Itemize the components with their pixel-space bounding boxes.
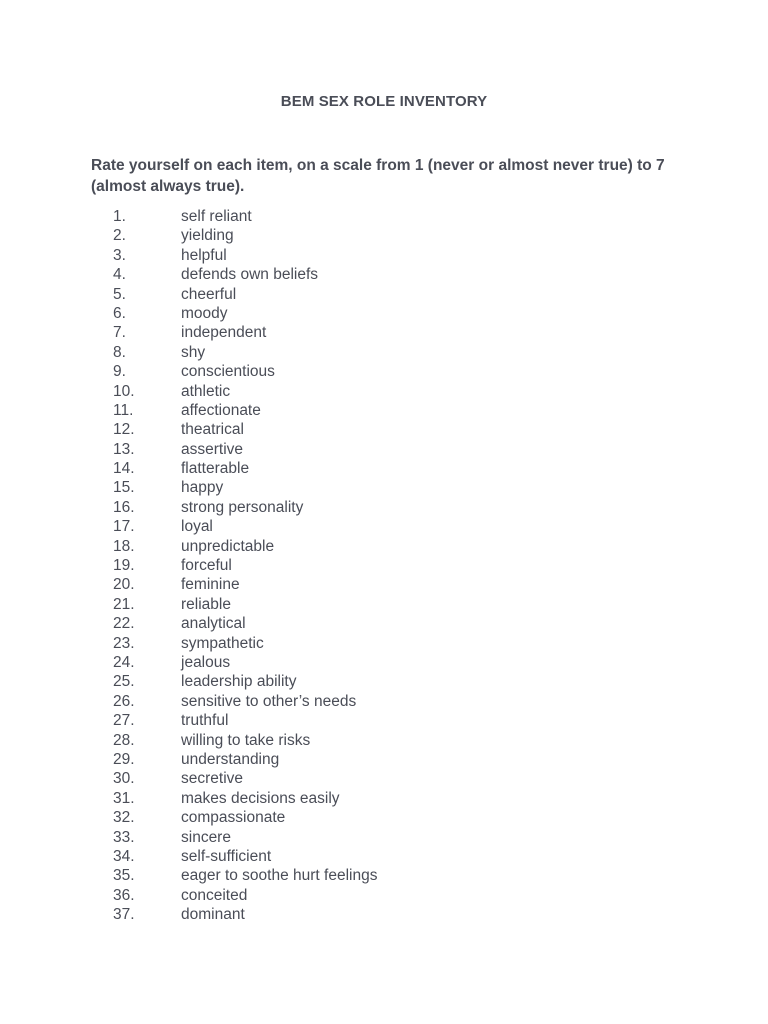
item-text: feminine bbox=[181, 576, 240, 594]
list-item bbox=[0, 478, 768, 497]
item-text: affectionate bbox=[181, 401, 261, 419]
item-text: loyal bbox=[181, 518, 213, 536]
item-text: assertive bbox=[181, 440, 244, 458]
list-item bbox=[0, 265, 768, 284]
item-number: 19. bbox=[113, 557, 135, 575]
item-text: compassionate bbox=[181, 809, 286, 827]
list-item bbox=[0, 634, 768, 653]
item-text: analytical bbox=[181, 615, 246, 633]
item-text: eager to soothe hurt feelings bbox=[181, 867, 378, 885]
item-text: happy bbox=[181, 479, 224, 497]
list-item bbox=[0, 711, 768, 730]
item-number: 25. bbox=[113, 673, 135, 691]
item-number: 26. bbox=[113, 692, 135, 710]
item-text: secretive bbox=[181, 770, 244, 788]
item-text: sensitive to other’s needs bbox=[181, 692, 357, 710]
item-number: 16. bbox=[113, 498, 135, 516]
list-item bbox=[0, 595, 768, 614]
list-item bbox=[0, 226, 768, 245]
list-item bbox=[0, 207, 768, 226]
item-number: 3. bbox=[113, 246, 126, 264]
item-number: 29. bbox=[113, 750, 135, 768]
item-text: theatrical bbox=[181, 421, 244, 439]
item-number: 36. bbox=[113, 886, 135, 904]
item-number: 1. bbox=[113, 208, 126, 225]
item-text: dominant bbox=[181, 906, 245, 924]
item-text: moody bbox=[181, 304, 228, 322]
list-item bbox=[0, 905, 768, 924]
item-number: 24. bbox=[113, 653, 135, 671]
item-number: 18. bbox=[113, 537, 135, 555]
item-number: 12. bbox=[113, 421, 135, 439]
list-item bbox=[0, 750, 768, 769]
item-text: defends own beliefs bbox=[181, 266, 319, 284]
item-text: unpredictable bbox=[181, 537, 275, 555]
list-item bbox=[0, 808, 768, 827]
item-text: sincere bbox=[181, 828, 231, 846]
item-text: reliable bbox=[181, 595, 231, 613]
item-text: willing to take risks bbox=[181, 731, 311, 749]
item-number: 34. bbox=[113, 847, 135, 865]
item-number: 33. bbox=[113, 828, 135, 846]
list-item bbox=[0, 246, 768, 265]
item-text: helpful bbox=[181, 246, 227, 264]
list-item bbox=[0, 537, 768, 556]
list-item bbox=[0, 789, 768, 808]
inventory-item-list bbox=[0, 207, 768, 924]
list-item bbox=[0, 401, 768, 420]
item-number: 7. bbox=[113, 324, 126, 342]
item-number: 13. bbox=[113, 440, 135, 458]
item-text: shy bbox=[181, 343, 206, 361]
list-item bbox=[0, 343, 768, 362]
item-number: 27. bbox=[113, 712, 135, 730]
list-item bbox=[0, 575, 768, 594]
item-text: truthful bbox=[181, 712, 229, 730]
item-text: strong personality bbox=[181, 498, 304, 516]
item-number: 4. bbox=[113, 266, 126, 284]
item-number: 9. bbox=[113, 363, 126, 381]
document-title: BEM SEX ROLE INVENTORY bbox=[280, 93, 488, 110]
list-item bbox=[0, 731, 768, 750]
item-number: 2. bbox=[113, 227, 126, 245]
list-item bbox=[0, 828, 768, 847]
list-item bbox=[0, 440, 768, 459]
instructions-text: Rate yourself on each item, on a scale from 1 (never or almost never true) to 7 (almost always true). bbox=[91, 157, 665, 195]
item-text: forceful bbox=[181, 557, 232, 575]
list-item bbox=[0, 769, 768, 788]
item-text: understanding bbox=[181, 750, 280, 768]
list-item bbox=[0, 866, 768, 885]
list-item bbox=[0, 382, 768, 401]
item-text: conceited bbox=[181, 886, 248, 904]
item-text: self-sufficient bbox=[181, 847, 272, 865]
item-text: leadership ability bbox=[181, 673, 297, 691]
list-item bbox=[0, 420, 768, 439]
item-number: 31. bbox=[113, 789, 135, 807]
item-text: conscientious bbox=[181, 363, 275, 381]
item-text: yielding bbox=[181, 227, 234, 245]
item-number: 37. bbox=[113, 906, 135, 924]
item-number: 14. bbox=[113, 460, 135, 478]
item-number: 23. bbox=[113, 634, 135, 652]
item-number: 20. bbox=[113, 576, 135, 594]
list-item bbox=[0, 459, 768, 478]
item-text: independent bbox=[181, 324, 267, 342]
item-text: self reliant bbox=[181, 208, 252, 225]
list-item bbox=[0, 285, 768, 304]
item-number: 8. bbox=[113, 343, 126, 361]
list-item bbox=[0, 323, 768, 342]
list-item bbox=[0, 304, 768, 323]
list-item bbox=[0, 614, 768, 633]
item-number: 11. bbox=[113, 401, 134, 419]
list-item bbox=[0, 498, 768, 517]
list-item bbox=[0, 692, 768, 711]
item-number: 21. bbox=[113, 595, 135, 613]
list-item bbox=[0, 886, 768, 905]
list-item bbox=[0, 672, 768, 691]
item-text: cheerful bbox=[181, 285, 237, 303]
item-number: 15. bbox=[113, 479, 135, 497]
item-number: 28. bbox=[113, 731, 135, 749]
item-number: 5. bbox=[113, 285, 126, 303]
item-number: 35. bbox=[113, 867, 135, 885]
item-text: makes decisions easily bbox=[181, 789, 340, 807]
list-item bbox=[0, 556, 768, 575]
item-number: 17. bbox=[113, 518, 135, 536]
item-number: 30. bbox=[113, 770, 135, 788]
item-number: 22. bbox=[113, 615, 135, 633]
item-number: 32. bbox=[113, 809, 135, 827]
item-number: 6. bbox=[113, 304, 126, 322]
item-number: 10. bbox=[113, 382, 135, 400]
list-item bbox=[0, 362, 768, 381]
item-text: jealous bbox=[181, 653, 231, 671]
item-text: athletic bbox=[181, 382, 231, 400]
item-text: flatterable bbox=[181, 460, 250, 478]
list-item bbox=[0, 517, 768, 536]
list-item bbox=[0, 653, 768, 672]
item-text: sympathetic bbox=[181, 634, 264, 652]
list-item bbox=[0, 847, 768, 866]
